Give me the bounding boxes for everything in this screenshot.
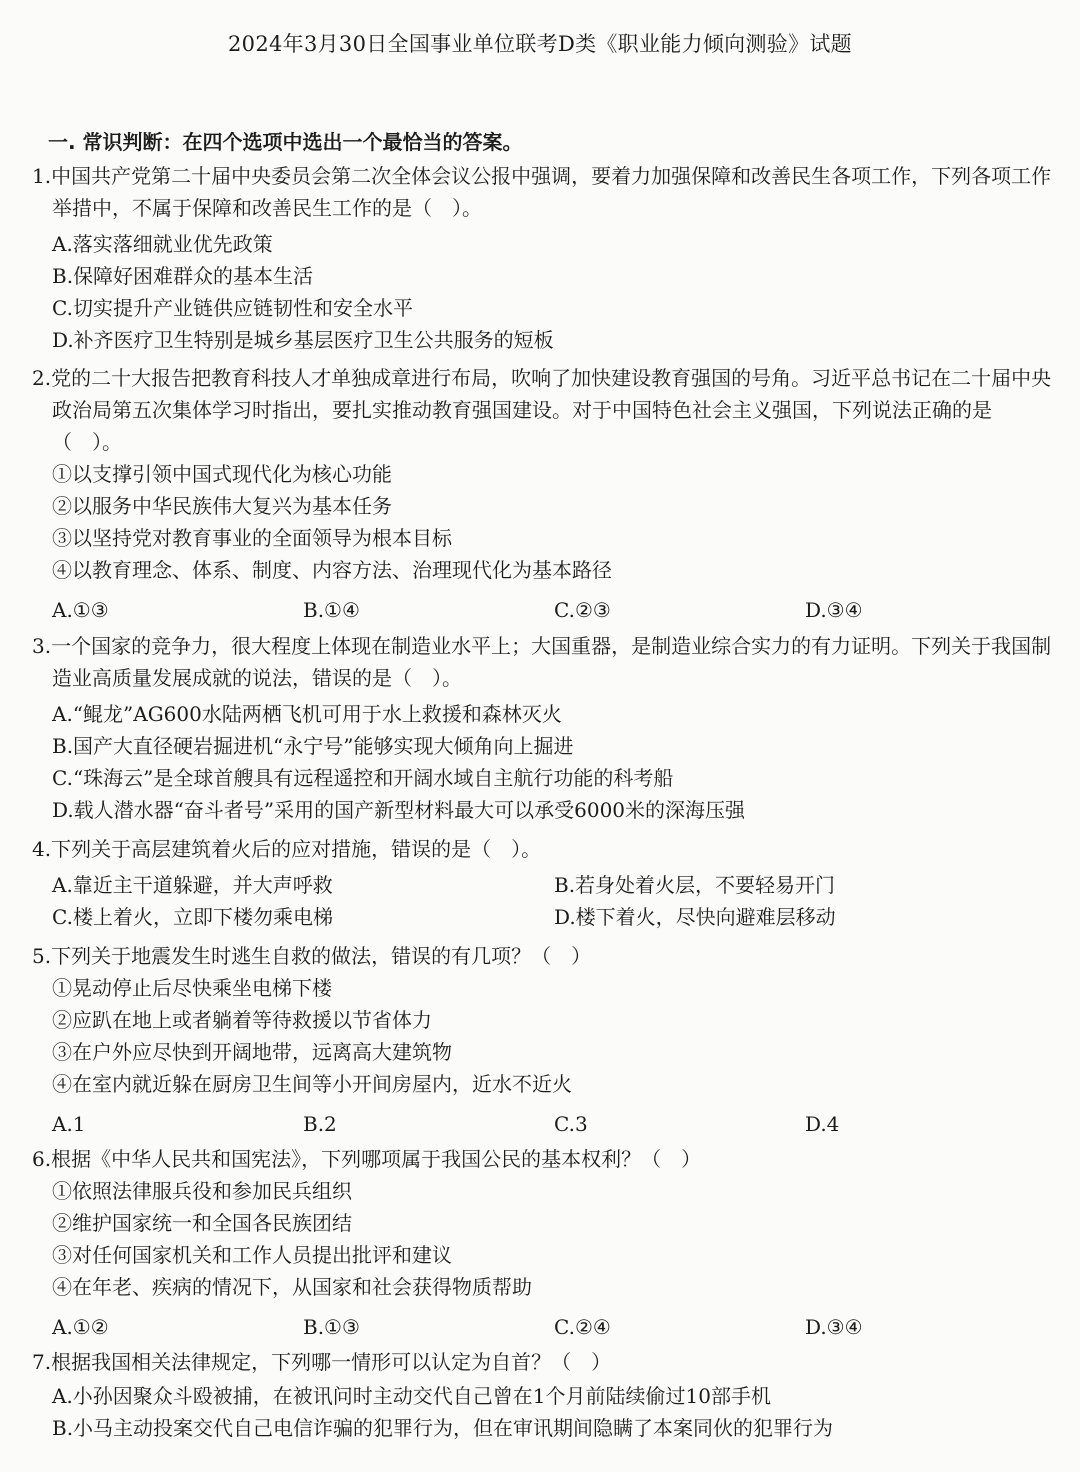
answer-options [32, 594, 1056, 626]
statement-3: ③对任何国家机关和工作人员提出批评和建议 [52, 1243, 452, 1267]
option-a: A.小孙因聚众斗殴被捕，在被讯问时主动交代自己曾在1个月前陆续偷过10部手机 [52, 1384, 771, 1408]
statement-3: ③以坚持党对教育事业的全面领导为根本目标 [52, 526, 452, 550]
option-d: D.4 [805, 1112, 840, 1136]
option-b: B.若身处着火层，不要轻易开门 [554, 873, 836, 897]
question-stem: 5.下列关于地震发生时逃生自救的做法，错误的有几项？（ ） [32, 944, 592, 968]
question-5 [32, 940, 1056, 1140]
option-b: B.保障好困难群众的基本生活 [52, 264, 314, 288]
option-c: C.楼上着火，立即下楼勿乘电梯 [52, 905, 333, 929]
option-a: A.1 [52, 1112, 86, 1136]
statement-4: ④在年老、疾病的情况下，从国家和社会获得物质帮助 [52, 1275, 532, 1299]
answer-options [32, 1311, 1056, 1343]
question-stem: 6.根据《中华人民共和国宪法》，下列哪项属于我国公民的基本权利？（ ） [32, 1147, 702, 1171]
question-7 [32, 1346, 1056, 1444]
question-1 [32, 160, 1056, 356]
question-3 [32, 630, 1056, 826]
option-d: D.楼下着火，尽快向避难层移动 [554, 905, 836, 929]
section-heading: 一. 常识判断：在四个选项中选出一个最恰当的答案。 [48, 130, 523, 154]
question-stem: 4.下列关于高层建筑着火后的应对措施，错误的是（ ）。 [32, 837, 542, 861]
statement-1: ①晃动停止后尽快乘坐电梯下楼 [52, 976, 332, 1000]
option-c: C.切实提升产业链供应链韧性和安全水平 [52, 296, 413, 320]
option-a: A.“鲲龙”AG600水陆两栖飞机可用于水上救援和森林灭火 [52, 702, 562, 726]
answer-options [32, 1108, 1056, 1140]
option-a: A.靠近主干道躲避，并大声呼救 [52, 873, 333, 897]
question-2 [32, 362, 1056, 626]
statement-2: ②以服务中华民族伟大复兴为基本任务 [52, 494, 392, 518]
option-c: C.②③ [554, 598, 611, 622]
option-c: C.3 [554, 1112, 588, 1136]
statement-2: ②维护国家统一和全国各民族团结 [52, 1211, 352, 1235]
question-stem: 3.一个国家的竞争力，很大程度上体现在制造业水平上；大国重器，是制造业综合实力的有力证明。下列关于我国制造业高质量发展成就的说法，错误的是（ ）。 [32, 634, 1052, 690]
question-6 [32, 1143, 1056, 1343]
option-a: A.①③ [52, 598, 109, 622]
statement-3: ③在户外应尽快到开阔地带，远离高大建筑物 [52, 1040, 452, 1064]
question-stem: 7.根据我国相关法律规定，下列哪一情形可以认定为自首？（ ） [32, 1350, 612, 1374]
option-d: D.载人潜水器“奋斗者号”采用的国产新型材料最大可以承受6000米的深海压强 [52, 798, 746, 822]
statement-1: ①以支撑引领中国式现代化为核心功能 [52, 462, 392, 486]
option-b: B.2 [303, 1112, 337, 1136]
statement-2: ②应趴在地上或者躺着等待救援以节省体力 [52, 1008, 432, 1032]
option-d: D.③④ [805, 598, 863, 622]
option-a: A.落实落细就业优先政策 [52, 232, 273, 256]
option-d: D.补齐医疗卫生特别是城乡基层医疗卫生公共服务的短板 [52, 328, 554, 352]
option-b: B.小马主动投案交代自己电信诈骗的犯罪行为，但在审讯期间隐瞒了本案同伙的犯罪行为 [52, 1416, 834, 1440]
option-a: A.①② [52, 1315, 109, 1339]
option-d: D.③④ [805, 1315, 863, 1339]
option-b: B.①③ [303, 1315, 360, 1339]
question-stem: 1.中国共产党第二十届中央委员会第二次全体会议公报中强调，要着力加强保障和改善民生各项工作，下列各项工作举措中，不属于保障和改善民生工作的是（ ）。 [32, 164, 1052, 220]
option-b: B.国产大直径硬岩掘进机“永宁号”能够实现大倾角向上掘进 [52, 734, 574, 758]
statement-4: ④在室内就近躲在厨房卫生间等小开间房屋内，近水不近火 [52, 1072, 572, 1096]
document-title: 2024年3月30日全国事业单位联考D类《职业能力倾向测验》试题 [228, 32, 852, 56]
option-b: B.①④ [303, 598, 360, 622]
question-4 [32, 833, 1056, 933]
answer-options [32, 869, 1056, 933]
statement-4: ④以教育理念、体系、制度、内容方法、治理现代化为基本路径 [52, 558, 612, 582]
question-stem: 2.党的二十大报告把教育科技人才单独成章进行布局，吹响了加快建设教育强国的号角。习近平总书记在二十届中央政治局第五次集体学习时指出，要扎实推动教育强国建设。对于中国特色社会主义强国，下列说法正确的是（ ）。 [32, 366, 1052, 454]
statement-1: ①依照法律服兵役和参加民兵组织 [52, 1179, 352, 1203]
option-c: C.②④ [554, 1315, 611, 1339]
option-c: C.“珠海云”是全球首艘具有远程遥控和开阔水域自主航行功能的科考船 [52, 766, 674, 790]
